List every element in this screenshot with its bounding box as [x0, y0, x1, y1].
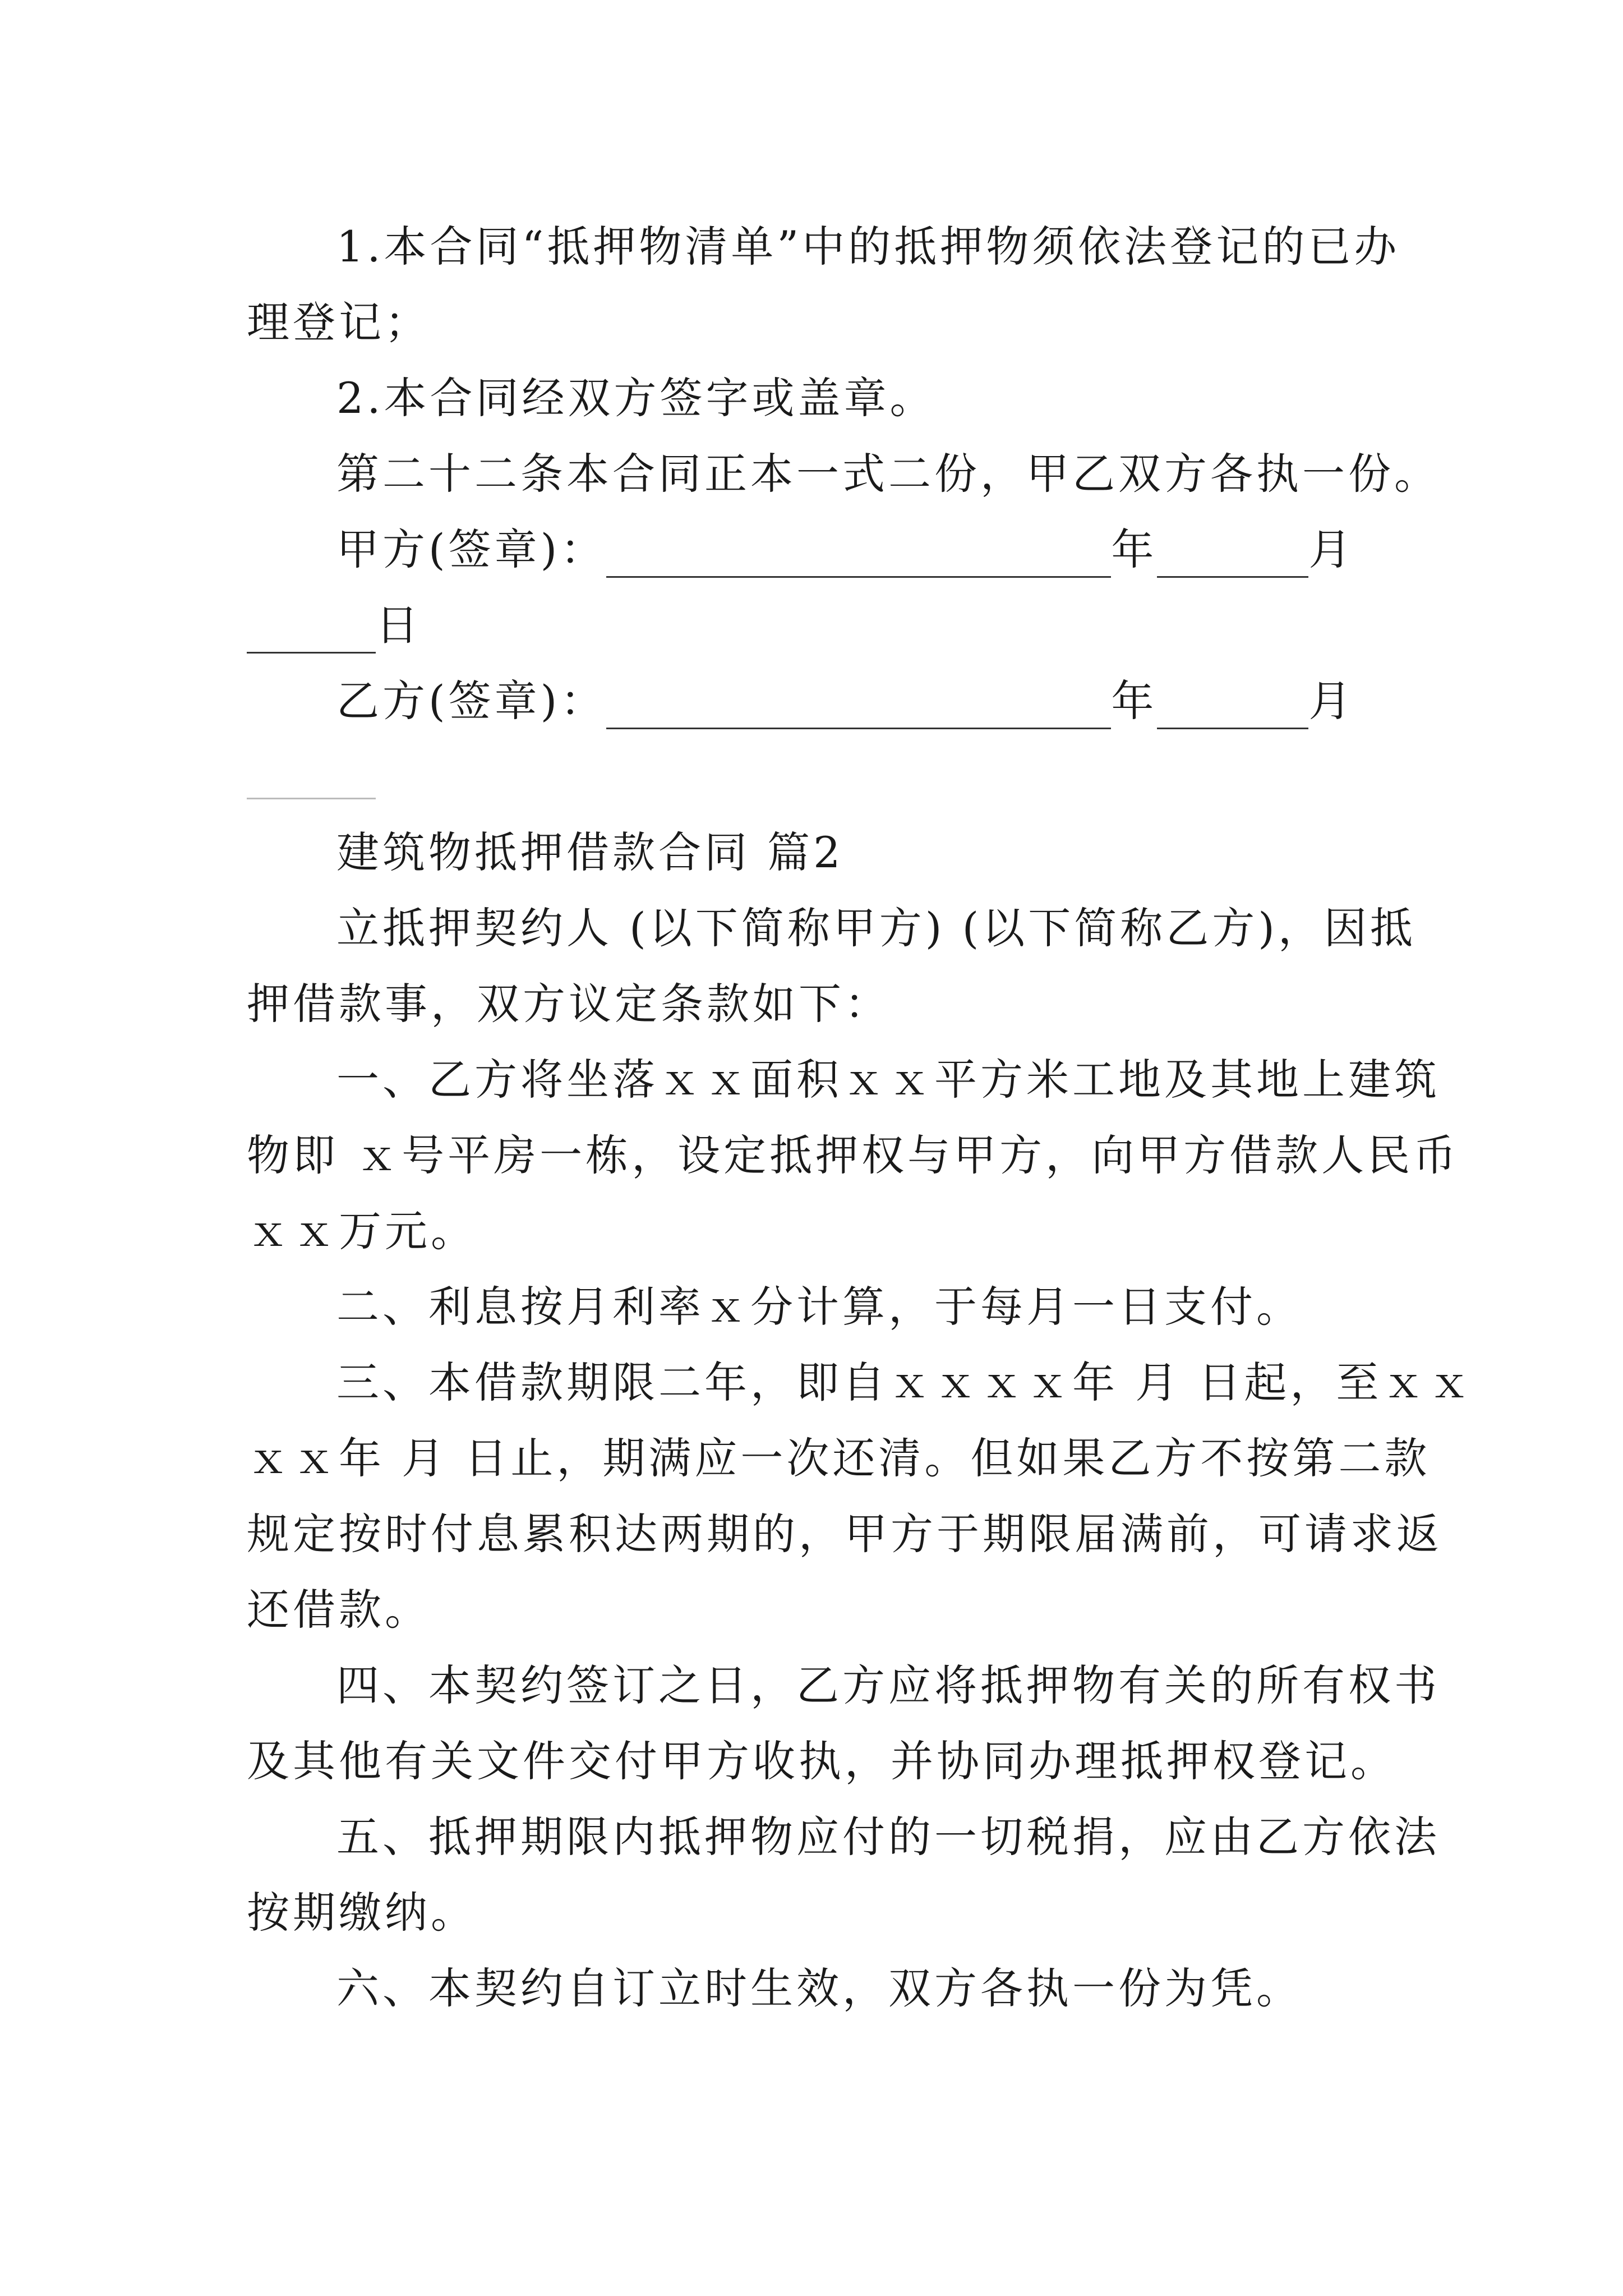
party-b-signature-row	[336, 673, 1481, 729]
text-line: 第二十二条本合同正本一式二份，甲乙双方各执一份。	[336, 449, 1440, 499]
day-blank	[247, 798, 376, 799]
party-a-signature-row	[336, 522, 1481, 578]
month-label: 月	[1308, 524, 1355, 574]
text-line: 规定按时付息累积达两期的，甲方于期限届满前，可请求返	[247, 1509, 1442, 1559]
text-line: 按期缴纳。	[247, 1888, 477, 1938]
text-line: 立抵押契约人 (以下简称甲方) (以下简称乙方)，因抵	[336, 903, 1416, 953]
year-label: 年	[1111, 676, 1158, 726]
signature-blank	[606, 537, 1111, 578]
year-label: 年	[1111, 524, 1158, 574]
text-line: 2.本合同经双方签字或盖章。	[336, 373, 936, 423]
text-line: 六、本契约自订立时生效，双方各执一份为凭。	[336, 1963, 1302, 2013]
day-blank	[247, 613, 376, 654]
text-line: 五、抵押期限内抵押物应付的一切税捐，应由乙方依法	[336, 1812, 1440, 1862]
text-line: 押借款事，双方议定条款如下：	[247, 979, 891, 1029]
text-line: 及其他有关文件交付甲方收执，并协同办理抵押权登记。	[247, 1736, 1396, 1786]
text-line: 二、利息按月利率ｘ分计算，于每月一日支付。	[336, 1282, 1302, 1332]
party-b-label: 乙方(签章)：	[336, 676, 607, 726]
day-row	[247, 597, 1391, 654]
month-blank	[1157, 537, 1308, 578]
month-label: 月	[1308, 676, 1355, 726]
text-line: 一、乙方将坐落ｘｘ面积ｘｘ平方米工地及其地上建筑	[336, 1055, 1440, 1105]
text-line: 理登记；	[247, 297, 431, 347]
text-line: 三、本借款期限二年，即自ｘｘｘｘ年 月 日起，至ｘｘ	[336, 1358, 1474, 1407]
text-line: 还借款。	[247, 1585, 431, 1635]
section-heading: 建筑物抵押借款合同 篇2	[336, 827, 844, 877]
text-line: ｘｘ万元。	[247, 1206, 477, 1256]
day-label: 日	[376, 600, 422, 650]
text-line: 1.本合同“抵押物清单”中的抵押物须依法登记的已办	[336, 222, 1400, 272]
party-a-label: 甲方(签章)：	[336, 524, 607, 574]
text-line: 四、本契约签订之日，乙方应将抵押物有关的所有权书	[336, 1660, 1440, 1710]
month-blank	[1157, 688, 1308, 729]
text-line: ｘｘ年 月 日止，期满应一次还清。但如果乙方不按第二款	[247, 1433, 1431, 1483]
signature-blank	[606, 688, 1111, 729]
text-line: 物即 ｘ号平房一栋，设定抵押权与甲方，向甲方借款人民币	[247, 1130, 1460, 1180]
